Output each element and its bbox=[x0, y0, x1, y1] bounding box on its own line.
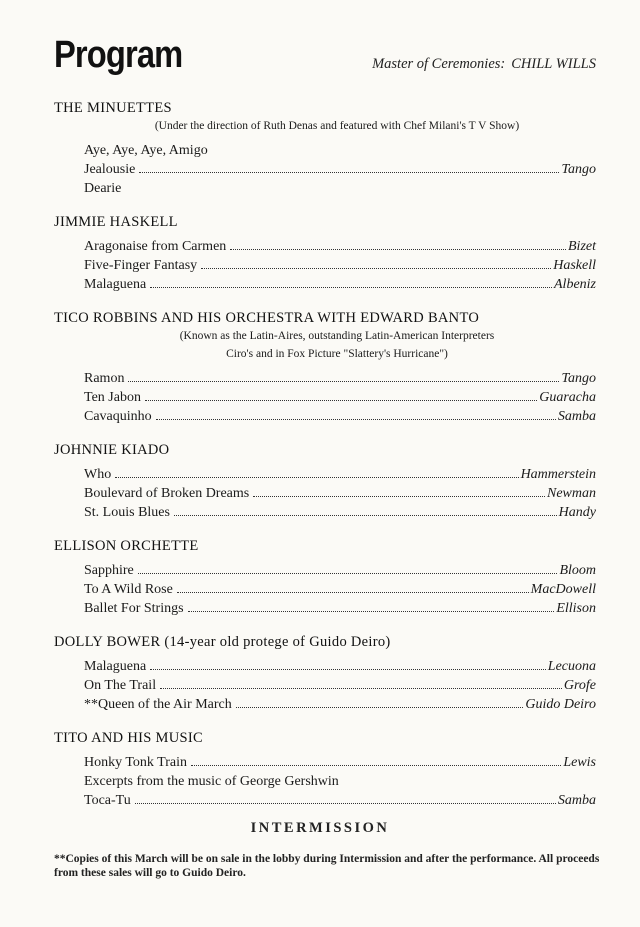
selection-row bbox=[84, 465, 596, 484]
selection-title: Who bbox=[84, 467, 112, 482]
selection-credit: Samba bbox=[557, 793, 596, 808]
selection-title: St. Louis Blues bbox=[84, 505, 170, 520]
dot-leader bbox=[150, 287, 552, 288]
intermission-heading: INTERMISSION bbox=[250, 820, 390, 836]
dot-leader bbox=[160, 688, 562, 689]
dot-leader bbox=[177, 592, 529, 593]
selection-credit: Guaracha bbox=[539, 390, 596, 405]
selection-title: Malaguena bbox=[84, 659, 147, 674]
selection-row bbox=[84, 141, 596, 160]
dot-leader bbox=[150, 669, 546, 670]
selection-title: Excerpts from the music of George Gershwin bbox=[84, 774, 339, 789]
program-section bbox=[54, 634, 596, 714]
selection-row bbox=[84, 657, 596, 676]
selection-credit: Lewis bbox=[563, 755, 596, 770]
selection-row bbox=[84, 676, 596, 695]
act-name: DOLLY BOWER (14-year old protege of Guido Deiro) bbox=[54, 634, 391, 650]
selection-credit: Newman bbox=[547, 486, 596, 501]
program-section bbox=[54, 310, 596, 426]
selection-row bbox=[84, 256, 596, 275]
selection-title: **Queen of the Air March bbox=[84, 697, 232, 712]
selection-title: To A Wild Rose bbox=[84, 582, 173, 597]
selection-credit: Ellison bbox=[556, 601, 596, 616]
dot-leader bbox=[230, 249, 566, 250]
program-section bbox=[54, 538, 596, 618]
selection-title: Cavaquinho bbox=[84, 409, 152, 424]
act-name: ELLISON ORCHETTE bbox=[54, 538, 199, 554]
selection-list bbox=[54, 653, 596, 714]
selection-credit: MacDowell bbox=[530, 582, 596, 597]
program-section bbox=[54, 100, 596, 198]
master-of-ceremonies bbox=[372, 56, 596, 73]
selection-row bbox=[84, 695, 596, 714]
selection-title: Honky Tonk Train bbox=[84, 755, 188, 770]
selection-row bbox=[84, 503, 596, 522]
dot-leader bbox=[139, 172, 559, 173]
selection-title: Toca-Tu bbox=[84, 793, 131, 808]
selection-credit: Guido Deiro bbox=[525, 697, 596, 712]
selection-title: Ballet For Strings bbox=[84, 601, 184, 616]
selection-list bbox=[54, 233, 596, 294]
footnote: **Copies of this March will be on sale in the lobby during Intermission and after the performance. All proceeds from these sales will go to Guido Deiro. bbox=[54, 853, 600, 879]
selection-row bbox=[84, 407, 596, 426]
selection-row bbox=[84, 388, 596, 407]
mc-label: Master of Ceremonies: bbox=[372, 56, 506, 72]
selection-row bbox=[84, 753, 596, 772]
selection-title: Ramon bbox=[84, 371, 125, 386]
selection-credit: Hammerstein bbox=[520, 467, 596, 482]
dot-leader bbox=[145, 400, 537, 401]
act-name: JIMMIE HASKELL bbox=[54, 214, 178, 230]
selection-row bbox=[84, 369, 596, 388]
selection-row bbox=[84, 484, 596, 503]
dot-leader bbox=[156, 419, 556, 420]
selection-credit: Samba bbox=[557, 409, 596, 424]
selection-row bbox=[84, 791, 596, 810]
program-section bbox=[54, 730, 596, 810]
act-name: TITO AND HIS MUSIC bbox=[54, 730, 203, 746]
selection-credit: Albeniz bbox=[554, 277, 596, 292]
dot-leader bbox=[236, 707, 524, 708]
dot-leader bbox=[138, 573, 558, 574]
selection-row bbox=[84, 772, 596, 791]
selection-row bbox=[84, 160, 596, 179]
dot-leader bbox=[135, 803, 556, 804]
selection-title: Jealousie bbox=[84, 162, 136, 177]
page-title: Program bbox=[54, 34, 183, 76]
selection-title: Boulevard of Broken Dreams bbox=[84, 486, 250, 501]
selection-title: Sapphire bbox=[84, 563, 134, 578]
selection-list bbox=[54, 461, 596, 522]
selection-credit: Bizet bbox=[568, 239, 596, 254]
dot-leader bbox=[128, 381, 559, 382]
selection-credit: Tango bbox=[561, 162, 596, 177]
selection-title: Dearie bbox=[84, 181, 122, 196]
act-name: THE MINUETTES bbox=[54, 100, 172, 116]
selection-credit: Lecuona bbox=[547, 659, 596, 674]
selection-title: Malaguena bbox=[84, 277, 147, 292]
selection-list bbox=[54, 557, 596, 618]
selection-row bbox=[84, 580, 596, 599]
selection-title: On The Trail bbox=[84, 678, 157, 693]
act-note: Ciro's and in Fox Picture "Slattery's Hurricane") bbox=[226, 348, 448, 360]
selection-credit: Grofe bbox=[563, 678, 596, 693]
program-sections bbox=[54, 100, 596, 826]
dot-leader bbox=[201, 268, 551, 269]
selection-title: Ten Jabon bbox=[84, 390, 141, 405]
mc-name: CHILL WILLS bbox=[511, 56, 596, 72]
selection-row bbox=[84, 561, 596, 580]
act-name: JOHNNIE KIADO bbox=[54, 442, 170, 458]
act-name: TICO ROBBINS AND HIS ORCHESTRA WITH EDWARD BANTO bbox=[54, 310, 480, 326]
selection-list bbox=[54, 137, 596, 198]
selection-row bbox=[84, 275, 596, 294]
dot-leader bbox=[115, 477, 518, 478]
selection-credit: Tango bbox=[561, 371, 596, 386]
dot-leader bbox=[253, 496, 545, 497]
act-note: (Known as the Latin-Aires, outstanding Latin-American Interpreters bbox=[179, 330, 495, 342]
dot-leader bbox=[188, 611, 555, 612]
selection-title: Five-Finger Fantasy bbox=[84, 258, 198, 273]
program-section bbox=[54, 214, 596, 294]
selection-row bbox=[84, 237, 596, 256]
program-section bbox=[54, 442, 596, 522]
selection-title: Aragonaise from Carmen bbox=[84, 239, 227, 254]
selection-row bbox=[84, 599, 596, 618]
selection-credit: Handy bbox=[558, 505, 596, 520]
selection-row bbox=[84, 179, 596, 198]
dot-leader bbox=[191, 765, 561, 766]
selection-credit: Haskell bbox=[553, 258, 596, 273]
dot-leader bbox=[174, 515, 557, 516]
act-note: (Under the direction of Ruth Denas and featured with Chef Milani's T V Show) bbox=[154, 120, 520, 132]
selection-list bbox=[54, 365, 596, 426]
selection-list bbox=[54, 749, 596, 810]
selection-title: Aye, Aye, Aye, Amigo bbox=[84, 143, 208, 158]
selection-credit: Bloom bbox=[559, 563, 596, 578]
